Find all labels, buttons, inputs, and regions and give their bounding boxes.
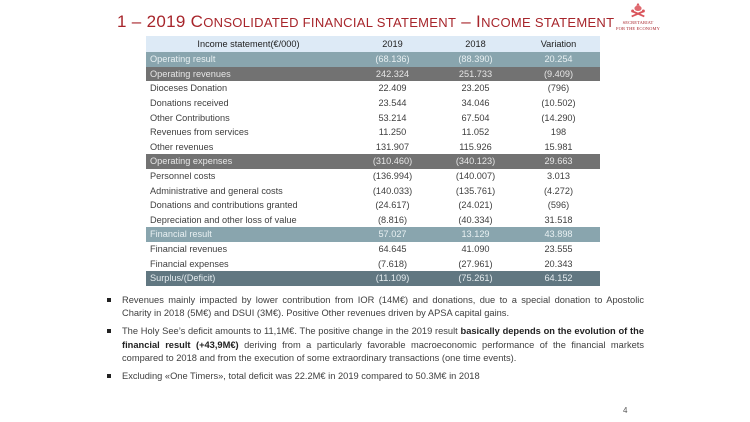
cell-2019: 64.645 <box>378 244 407 255</box>
header-variation: Variation <box>517 36 600 52</box>
table-row <box>146 213 600 228</box>
row-label: Revenues from services <box>150 127 249 138</box>
table-row <box>146 198 600 213</box>
logo-line2: FOR THE ECONOMY <box>616 26 660 31</box>
cell-2018: (140.007) <box>455 171 496 182</box>
table-row <box>146 227 600 242</box>
cell-2018: 251.733 <box>434 67 517 82</box>
cell-2019: (24.617) <box>375 200 410 211</box>
cell-2019: (68.136) <box>351 52 434 67</box>
table-header-row <box>146 36 600 52</box>
cell-variation: 43.898 <box>517 227 600 242</box>
cell-2018: (340.123) <box>434 154 517 169</box>
cell-variation: (796) <box>547 83 570 94</box>
note-item <box>104 294 644 320</box>
bullet-square-icon <box>107 374 111 378</box>
header-2018: 2018 <box>434 36 517 52</box>
cell-variation: 23.555 <box>544 244 573 255</box>
cell-variation: 20.343 <box>544 258 573 269</box>
table-row <box>146 256 600 271</box>
cell-2019: 131.907 <box>375 141 410 152</box>
row-label: Surplus/(Deficit) <box>146 271 351 286</box>
header-label: Income statement(€/000) <box>146 36 351 52</box>
cell-2019: 242.324 <box>351 67 434 82</box>
cell-2018: (40.334) <box>458 214 493 225</box>
table-row <box>146 67 600 82</box>
cell-variation: 29.663 <box>517 154 600 169</box>
cell-variation: 15.981 <box>544 141 573 152</box>
page-number: 4 <box>623 406 628 415</box>
cell-2018: 67.504 <box>461 112 490 123</box>
row-label: Other Contributions <box>150 112 230 123</box>
row-label: Depreciation and other loss of value <box>150 214 297 225</box>
note-text: Revenues mainly impacted by lower contribution from IOR (14M€) and donations, due to a special donation to Apostolic Charity in 2018 (5M€) and DSUI (3M€). Positive Other revenues driven by APSA capital gains. <box>122 295 644 319</box>
cell-2019: 11.250 <box>378 127 407 138</box>
cell-2018: 34.046 <box>461 98 490 109</box>
note-text: The Holy See’s deficit amounts to 11,1M€. The positive change in the 2019 result <box>122 326 461 337</box>
logo-line1: SECRETARIAT <box>622 20 654 25</box>
table-row <box>146 110 600 125</box>
row-label: Dioceses Donation <box>150 83 228 94</box>
row-label: Personnel costs <box>150 171 216 182</box>
cell-variation: 31.518 <box>544 214 573 225</box>
cell-2019: (136.994) <box>372 171 413 182</box>
title-part2-rest: NCOME STATEMENT <box>481 15 615 30</box>
title-dash: – <box>131 12 142 31</box>
row-label: Donations received <box>150 98 229 109</box>
cell-2018: (135.761) <box>455 185 496 196</box>
cell-variation: (596) <box>547 200 570 211</box>
cell-variation: (9.409) <box>517 67 600 82</box>
cell-2019: 23.544 <box>378 98 407 109</box>
row-label: Administrative and general costs <box>150 185 283 196</box>
cell-2019: (140.033) <box>372 185 413 196</box>
cell-2019: (8.816) <box>377 214 408 225</box>
table-row <box>146 140 600 155</box>
note-bold-text: basically depends on the evolution of the financial result (+43,9M€) <box>122 326 644 350</box>
table-row <box>146 52 600 67</box>
row-label: Financial expenses <box>150 258 229 269</box>
cell-variation: 20.254 <box>517 52 600 67</box>
row-label: Donations and contributions granted <box>150 200 298 211</box>
cell-2018: (88.390) <box>434 52 517 67</box>
cell-variation: (4.272) <box>543 185 574 196</box>
title-part1-cap: C <box>190 12 204 31</box>
papal-keys-icon <box>629 2 647 20</box>
table-row <box>146 271 600 286</box>
cell-variation: (14.290) <box>541 112 576 123</box>
cell-2018: (24.021) <box>458 200 493 211</box>
cell-2019: (7.618) <box>377 258 408 269</box>
slide-title <box>117 12 615 32</box>
note-text: deriving from a particularly favorable macroeconomic performance of the financial markets compared to 2018 and from the execution of some extraordinary transactions (one time events). <box>122 339 644 363</box>
title-number: 1 <box>117 12 127 31</box>
cell-2018: 115.926 <box>459 141 492 152</box>
cell-2018: 13.129 <box>434 227 517 242</box>
row-label: Other revenues <box>150 141 214 152</box>
row-label: Financial result <box>146 227 351 242</box>
table-row <box>146 96 600 111</box>
cell-2018: 41.090 <box>461 244 490 255</box>
row-label: Operating revenues <box>146 67 351 82</box>
cell-2018: (75.261) <box>434 271 517 286</box>
title-part1-rest: ONSOLIDATED FINANCIAL STATEMENT <box>203 15 457 30</box>
bullet-square-icon <box>107 329 111 333</box>
note-text: Excluding «One Timers», total deficit was 22.2M€ in 2019 compared to 50.3M€ in 2018 <box>122 371 480 382</box>
row-label: Financial revenues <box>150 244 228 255</box>
table-row <box>146 125 600 140</box>
bullet-square-icon <box>107 298 111 302</box>
note-item <box>104 325 644 365</box>
note-item <box>104 370 644 383</box>
row-label: Operating expenses <box>146 154 351 169</box>
cell-2018: (27.961) <box>458 258 493 269</box>
table-row <box>146 183 600 198</box>
cell-variation: (10.502) <box>541 98 576 109</box>
title-dash2: – <box>461 12 471 31</box>
table-row <box>146 242 600 257</box>
header-2019: 2019 <box>351 36 434 52</box>
cell-2018: 11.052 <box>461 127 490 138</box>
title-part2-cap: I <box>476 12 482 31</box>
cell-2019: 22.409 <box>378 83 407 94</box>
cell-variation: 3.013 <box>547 171 570 182</box>
table-row <box>146 81 600 96</box>
cell-variation: 198 <box>550 127 567 138</box>
secretariat-logo <box>606 2 670 32</box>
cell-variation: 64.152 <box>517 271 600 286</box>
income-statement-table <box>146 36 600 286</box>
table-row <box>146 169 600 184</box>
title-year: 2019 <box>146 12 186 31</box>
cell-2018: 23.205 <box>461 83 490 94</box>
cell-2019: 53.214 <box>378 112 407 123</box>
row-label: Operating result <box>146 52 351 67</box>
cell-2019: 57.027 <box>351 227 434 242</box>
notes-list <box>104 294 644 388</box>
cell-2019: (310.460) <box>351 154 434 169</box>
cell-2019: (11.109) <box>351 271 434 286</box>
table-row <box>146 154 600 169</box>
